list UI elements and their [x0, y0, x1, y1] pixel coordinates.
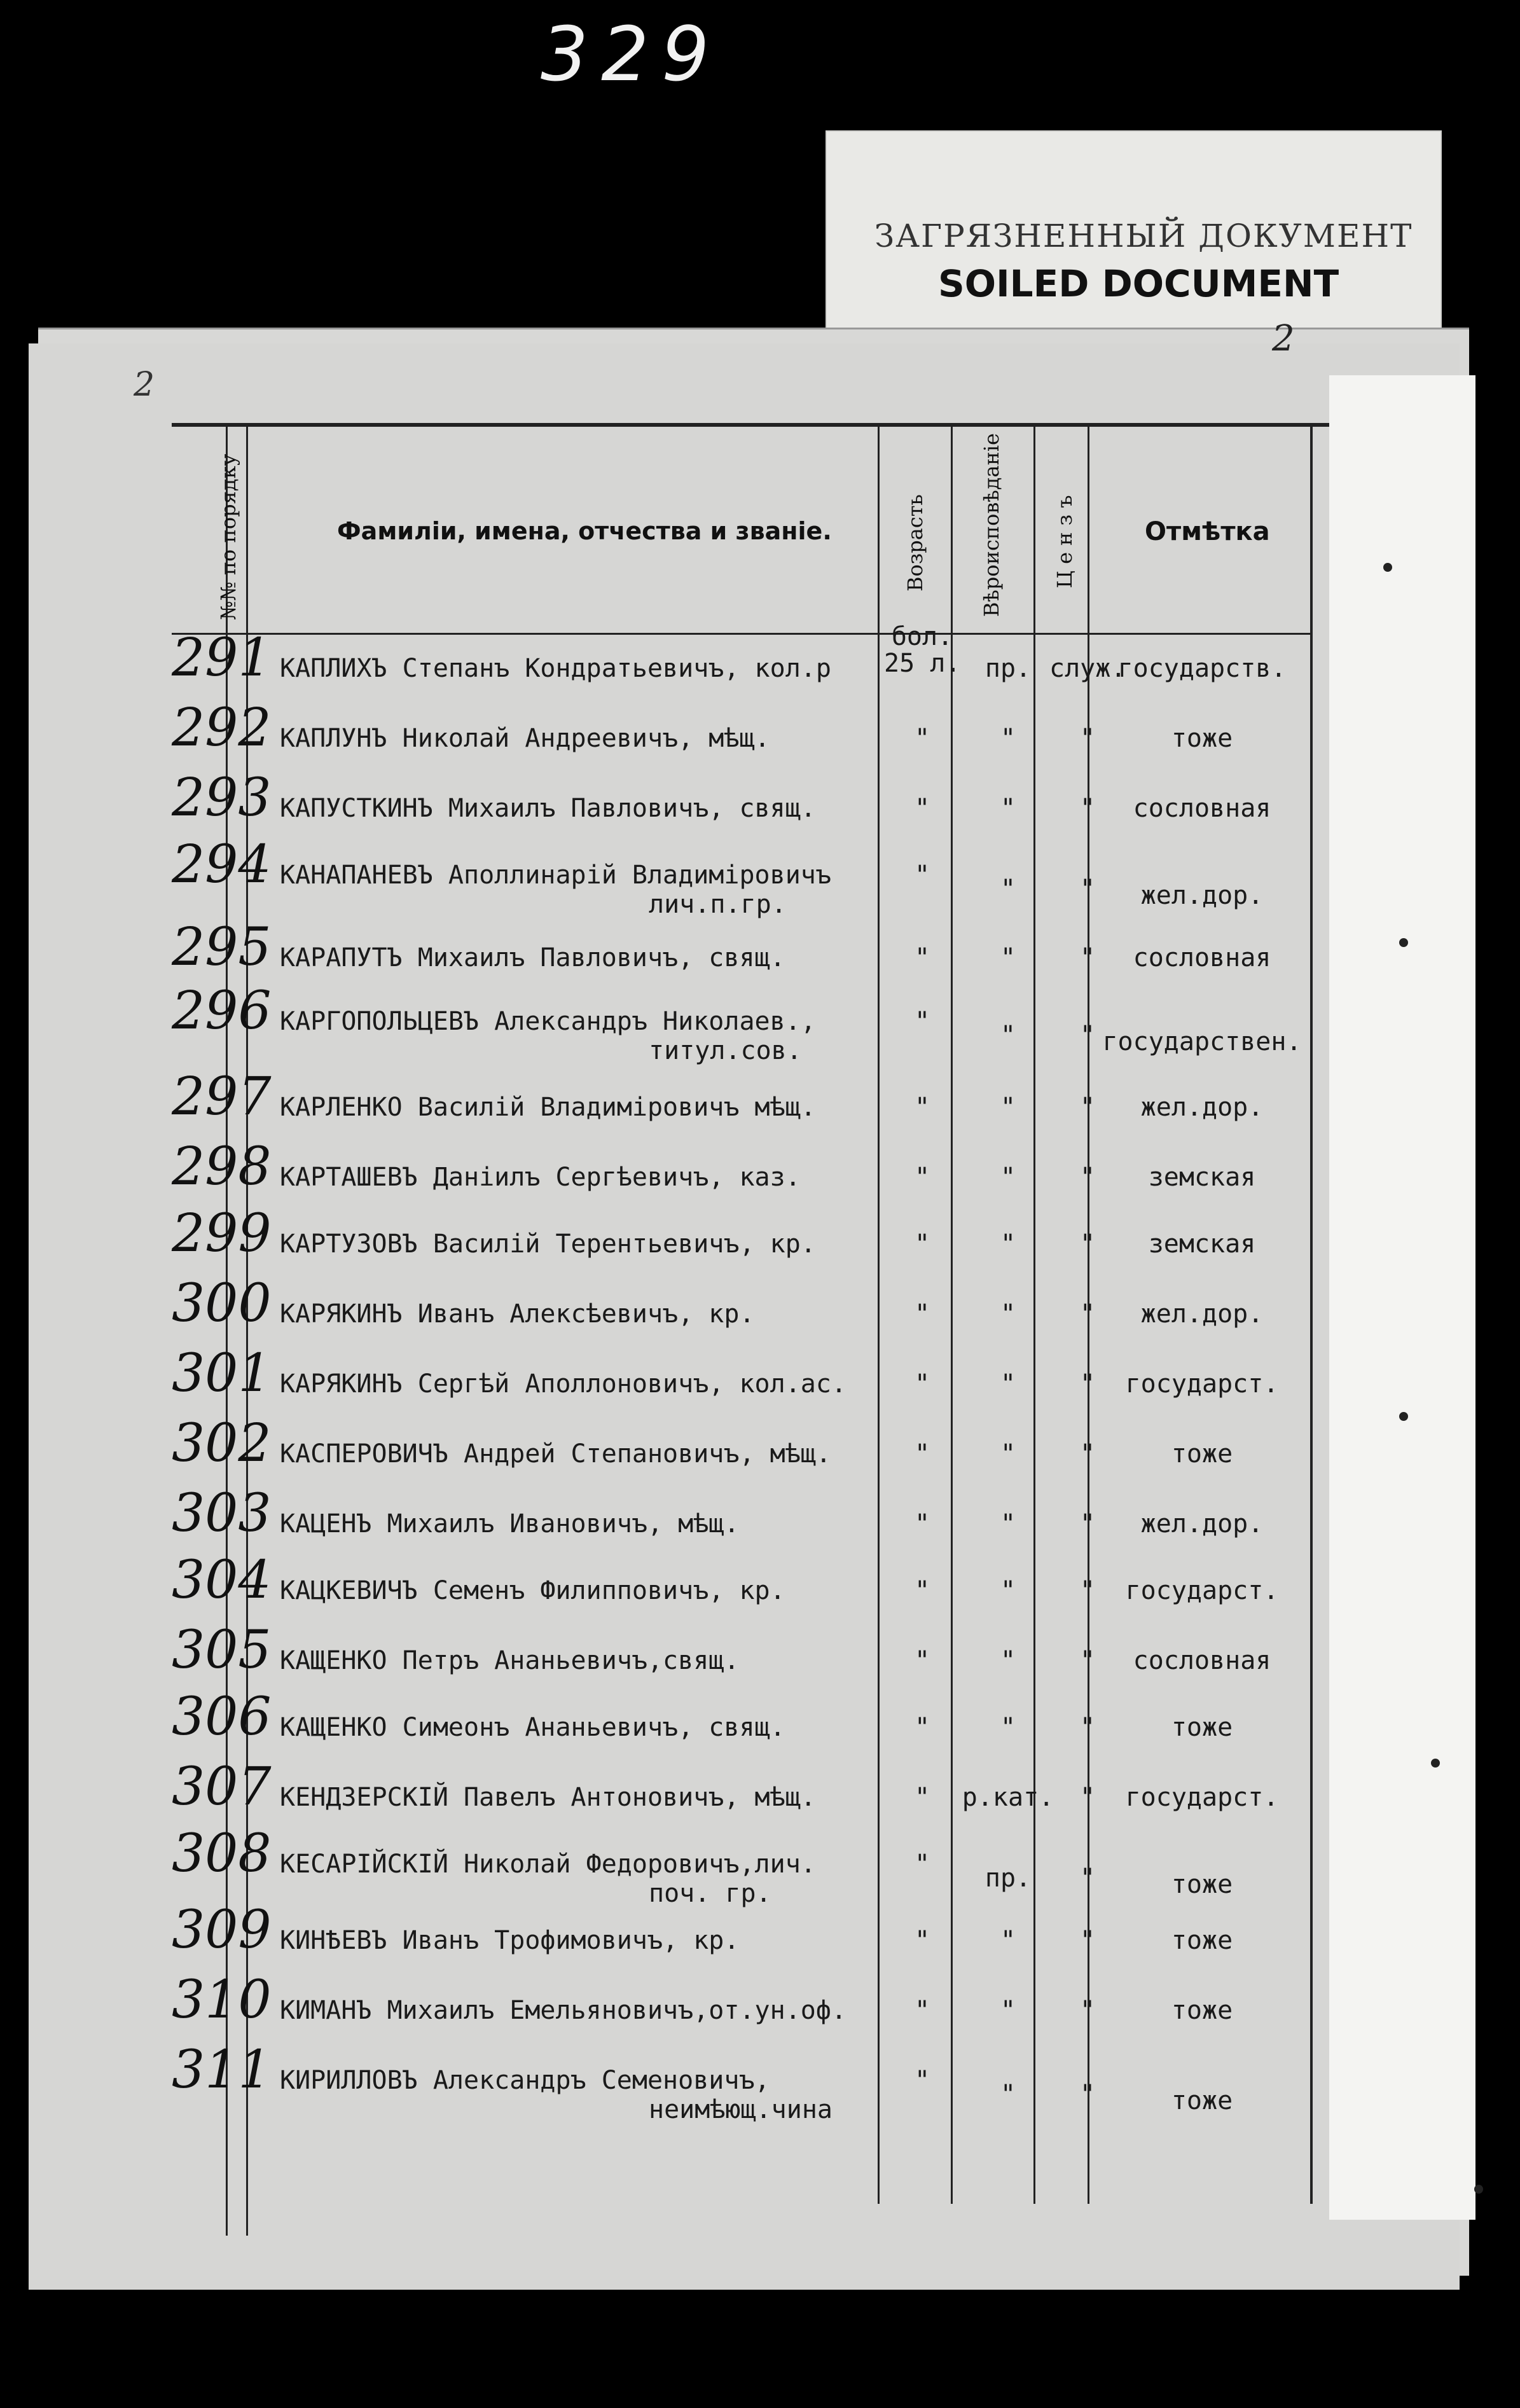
- row-name-line1: КАРТАШЕВЪ Даніилъ Сергѣевичъ, каз.: [280, 1163, 801, 1192]
- row-cenz: ": [1079, 794, 1096, 823]
- row-cenz: ": [1079, 1646, 1096, 1675]
- table-row: [172, 1413, 1329, 1485]
- table-row: [172, 1550, 1329, 1622]
- table-row: [172, 1273, 1329, 1345]
- row-mark: тоже: [1171, 1439, 1233, 1469]
- row-number: 304: [172, 1550, 272, 1610]
- row-number: 294: [172, 834, 272, 895]
- row-religion: пр.: [985, 654, 1032, 683]
- row-cenz: ": [1079, 1021, 1096, 1050]
- punch-hole-dot: [1431, 1759, 1440, 1768]
- row-name-line1: КАРТУЗОВЪ Василій Терентьевичъ, кр.: [280, 1229, 816, 1259]
- row-cenz: ": [1079, 1783, 1096, 1812]
- row-number: 302: [172, 1413, 272, 1474]
- row-age: ": [914, 1439, 930, 1469]
- row-age: ": [914, 2066, 930, 2095]
- row-number: 306: [172, 1687, 272, 1747]
- punch-hole-dot: [1383, 563, 1392, 572]
- table-row: [172, 1823, 1329, 1908]
- table-row: [172, 622, 1329, 700]
- row-number: 297: [172, 1067, 272, 1127]
- row-mark: тоже: [1171, 1713, 1233, 1742]
- row-name-line1: КАРЯКИНЪ Иванъ Алексѣевичъ, кр.: [280, 1299, 755, 1329]
- header-religion: Вѣроисповѣданіе: [979, 433, 1004, 617]
- row-number: 307: [172, 1757, 272, 1817]
- row-name-line1: КАРЛЕНКО Василій Владиміровичъ мѣщ.: [280, 1093, 816, 1122]
- row-age: ": [914, 1850, 930, 1879]
- row-number: 292: [172, 698, 272, 758]
- row-mark: тоже: [1171, 2086, 1233, 2115]
- table-row: [172, 768, 1329, 840]
- row-age: ": [914, 1996, 930, 2025]
- row-cenz: ": [1079, 1576, 1096, 1605]
- stamp-text-en: SOILED DOCUMENT: [938, 262, 1339, 305]
- row-name-line1: КАЩЕНКО Симеонъ Ананьевичъ, свящ.: [280, 1713, 785, 1742]
- row-age: ": [914, 794, 930, 823]
- row-mark: жел.дор.: [1140, 1509, 1264, 1539]
- row-name-line1: КИНѢЕВЪ Иванъ Трофимовичъ, кр.: [280, 1926, 740, 1955]
- row-religion: ": [1000, 1299, 1016, 1329]
- row-name-line1: КАСПЕРОВИЧЪ Андрей Степановичъ, мѣщ.: [280, 1439, 831, 1469]
- row-cenz: ": [1079, 1163, 1096, 1192]
- table-row: [172, 698, 1329, 770]
- row-religion: ": [1000, 1646, 1016, 1675]
- row-name-line1: КЕСАРІЙСКІЙ Николай Федоровичъ,лич.: [280, 1850, 816, 1879]
- row-number: 309: [172, 1900, 272, 1960]
- punch-hole-dot: [1399, 1412, 1408, 1421]
- row-name-line1: КАЦКЕВИЧЪ Семенъ Филипповичъ, кр.: [280, 1576, 785, 1605]
- register-table: [172, 423, 1329, 2236]
- row-mark: государст.: [1125, 1576, 1279, 1605]
- row-number: 291: [172, 628, 272, 688]
- row-name-line2: неимѣющ.чина: [649, 2095, 833, 2124]
- row-mark: жел.дор.: [1140, 881, 1264, 910]
- table-row: [172, 1900, 1329, 1972]
- row-religion: ": [1000, 2080, 1016, 2109]
- header-number: №№ по порядку: [216, 453, 240, 620]
- row-religion: ": [1000, 943, 1016, 972]
- row-age: ": [914, 1576, 930, 1605]
- row-age: ": [914, 1369, 930, 1399]
- row-name-line2: титул.сов.: [649, 1036, 802, 1065]
- row-mark: тоже: [1171, 1996, 1233, 2025]
- table-row: [172, 1620, 1329, 1692]
- table-row: [172, 981, 1329, 1065]
- row-name-line1: КЕНДЗЕРСКІЙ Павелъ Антоновичъ, мѣщ.: [280, 1783, 816, 1812]
- row-cenz: ": [1079, 2080, 1096, 2109]
- row-number: 295: [172, 917, 272, 978]
- row-age: ": [914, 1007, 930, 1036]
- row-age: ": [914, 724, 930, 753]
- table-row: [172, 2040, 1329, 2124]
- row-mark: государст.: [1125, 1369, 1279, 1399]
- row-age: ": [914, 1783, 930, 1812]
- row-mark: тоже: [1171, 724, 1233, 753]
- row-religion: ": [1000, 1229, 1016, 1259]
- row-age: ": [914, 1713, 930, 1742]
- row-number: 310: [172, 1970, 272, 2030]
- row-cenz: ": [1079, 1299, 1096, 1329]
- corner-mark-right: 2: [1272, 318, 1295, 359]
- row-cenz: ": [1079, 943, 1096, 972]
- row-mark: государст.: [1125, 1783, 1279, 1812]
- row-cenz: ": [1079, 1229, 1096, 1259]
- row-cenz: ": [1079, 875, 1096, 904]
- header-cenz: Ц е н з ъ: [1053, 495, 1077, 588]
- row-age: ": [914, 861, 930, 890]
- row-name-line1: КАПЛУНЪ Николай Андреевичъ, мѣщ.: [280, 724, 770, 753]
- corner-mark-left: 2: [134, 366, 155, 404]
- row-mark: земская: [1148, 1163, 1256, 1192]
- row-mark: сословная: [1133, 943, 1271, 972]
- row-mark: сословная: [1133, 794, 1271, 823]
- row-religion: ": [1000, 1509, 1016, 1539]
- row-mark: тоже: [1171, 1926, 1233, 1955]
- punch-hole-dot: [1399, 938, 1408, 947]
- row-number: 296: [172, 981, 272, 1041]
- folio-number: 329: [541, 10, 722, 98]
- row-number: 301: [172, 1343, 272, 1404]
- row-name-line2: лич.п.гр.: [649, 890, 787, 919]
- header-name: Фамиліи, имена, отчества и званіе.: [337, 517, 832, 545]
- row-age: бол. 25 л.: [884, 622, 961, 678]
- row-cenz: ": [1079, 1926, 1096, 1955]
- row-religion: ": [1000, 1163, 1016, 1192]
- row-mark: государств.: [1117, 654, 1287, 683]
- row-mark: сословная: [1133, 1646, 1271, 1675]
- header-mark: Отмѣтка: [1145, 517, 1270, 546]
- row-cenz: служ.: [1049, 654, 1126, 683]
- row-cenz: ": [1079, 1864, 1096, 1893]
- table-row: [172, 1137, 1329, 1208]
- table-row: [172, 1757, 1329, 1829]
- row-cenz: ": [1079, 1509, 1096, 1539]
- row-religion: пр.: [985, 1864, 1032, 1893]
- row-number: 311: [172, 2040, 272, 2100]
- row-mark: земская: [1148, 1229, 1256, 1259]
- row-age: ": [914, 1093, 930, 1122]
- row-religion: р.кат.: [962, 1783, 1054, 1812]
- row-age: ": [914, 1299, 930, 1329]
- row-religion: ": [1000, 1576, 1016, 1605]
- table-row: [172, 1483, 1329, 1555]
- paper-edge-strip: [1329, 375, 1475, 2220]
- table-row: [172, 834, 1329, 919]
- punch-hole-dot: [1474, 2185, 1483, 2194]
- table-row: [172, 1687, 1329, 1759]
- table-row: [172, 1067, 1329, 1138]
- row-mark: государствен.: [1102, 1027, 1302, 1056]
- row-religion: ": [1000, 724, 1016, 753]
- row-age: ": [914, 1926, 930, 1955]
- row-religion: ": [1000, 1021, 1016, 1050]
- row-cenz: ": [1079, 1439, 1096, 1469]
- row-cenz: ": [1079, 724, 1096, 753]
- row-religion: ": [1000, 1439, 1016, 1469]
- header-age: Возрасть: [903, 494, 927, 592]
- row-name-line1: КИМАНЪ Михаилъ Емельяновичъ,от.ун.оф.: [280, 1996, 847, 2025]
- table-row: [172, 1203, 1329, 1275]
- row-name-line1: КАРАПУТЪ Михаилъ Павловичъ, свящ.: [280, 943, 785, 972]
- row-age: ": [914, 1509, 930, 1539]
- row-age: ": [914, 1229, 930, 1259]
- row-religion: ": [1000, 1369, 1016, 1399]
- stamp-text-ru: ЗАГРЯЗНЕННЫЙ ДОКУМЕНТ: [874, 218, 1413, 254]
- table-row: [172, 1343, 1329, 1415]
- row-name-line1: КАПУСТКИНЪ Михаилъ Павловичъ, свящ.: [280, 794, 816, 823]
- row-mark: жел.дор.: [1140, 1093, 1264, 1122]
- row-religion: ": [1000, 1996, 1016, 2025]
- row-religion: ": [1000, 1713, 1016, 1742]
- row-number: 303: [172, 1483, 272, 1544]
- row-cenz: ": [1079, 1996, 1096, 2025]
- table-row: [172, 917, 1329, 989]
- row-religion: ": [1000, 794, 1016, 823]
- row-number: 293: [172, 768, 272, 828]
- row-name-line2: поч. гр.: [649, 1879, 771, 1908]
- table-row: [172, 1970, 1329, 2042]
- row-name-line1: КАНАПАНЕВЪ Аполлинарій Владиміровичъ: [280, 861, 831, 890]
- row-cenz: ": [1079, 1369, 1096, 1399]
- row-age: ": [914, 1646, 930, 1675]
- soiled-document-stamp: [826, 130, 1442, 336]
- row-number: 305: [172, 1620, 272, 1680]
- row-number: 299: [172, 1203, 272, 1264]
- row-cenz: ": [1079, 1093, 1096, 1122]
- row-name-line1: КАПЛИХЪ Степанъ Кондратьевичъ, кол.р: [280, 654, 831, 683]
- row-cenz: ": [1079, 1713, 1096, 1742]
- row-name-line1: КАЦЕНЪ Михаилъ Ивановичъ, мѣщ.: [280, 1509, 740, 1539]
- row-number: 308: [172, 1823, 272, 1884]
- row-age: ": [914, 1163, 930, 1192]
- row-name-line1: КИРИЛЛОВЪ Александръ Семеновичъ,: [280, 2066, 770, 2095]
- row-mark: тоже: [1171, 1870, 1233, 1899]
- row-religion: ": [1000, 1926, 1016, 1955]
- row-name-line1: КАРЯКИНЪ Сергѣй Аполлоновичъ, кол.ас.: [280, 1369, 847, 1399]
- row-mark: жел.дор.: [1140, 1299, 1264, 1329]
- row-number: 298: [172, 1137, 272, 1197]
- row-name-line1: КАЩЕНКО Петръ Ананьевичъ,свящ.: [280, 1646, 740, 1675]
- row-religion: ": [1000, 875, 1016, 904]
- row-age: ": [914, 943, 930, 972]
- row-name-line1: КАРГОПОЛЬЦЕВЪ Александръ Николаев.,: [280, 1007, 816, 1036]
- row-number: 300: [172, 1273, 272, 1334]
- row-religion: ": [1000, 1093, 1016, 1122]
